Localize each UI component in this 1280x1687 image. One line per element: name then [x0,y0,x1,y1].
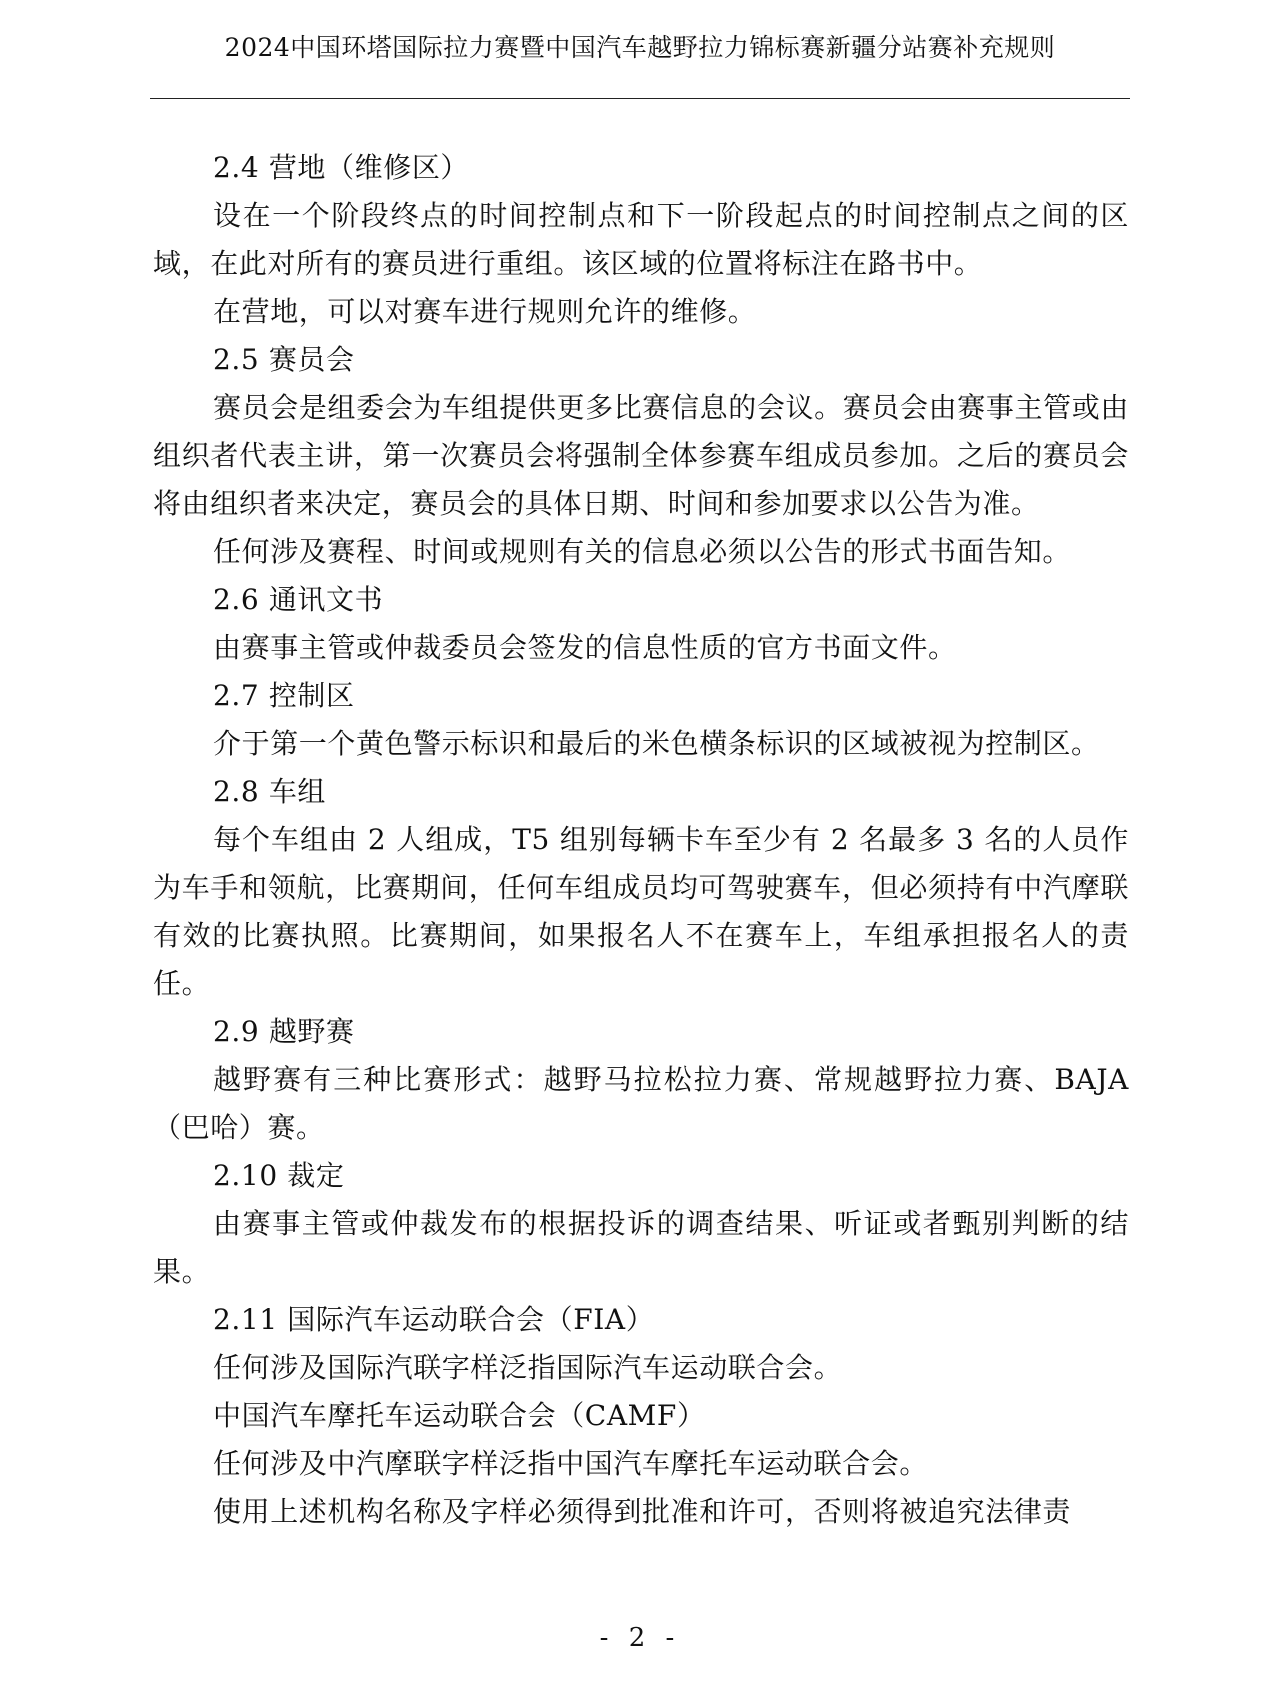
paragraph: 设在一个阶段终点的时间控制点和下一阶段起点的时间控制点之间的区域，在此对所有的赛员进行重组。该区域的位置将标注在路书中。 [153,199,1129,280]
paragraph: 介于第一个黄色警示标识和最后的米色横条标识的区域被视为控制区。 [213,727,1100,760]
section-heading-2-5: 2.5 赛员会 [213,343,355,376]
section-heading-2-7: 2.7 控制区 [213,679,355,712]
header-divider [150,98,1130,99]
paragraph: 由赛事主管或仲裁委员会签发的信息性质的官方书面文件。 [213,631,957,664]
page-number: - 2 - [599,1623,681,1653]
subheading-camf: 中国汽车摩托车运动联合会（CAMF） [213,1399,706,1432]
section-heading-2-11: 2.11 国际汽车运动联合会（FIA） [213,1303,655,1336]
paragraph: 每个车组由 2 人组成，T5 组别每辆卡车至少有 2 名最多 3 名的人员作为车手和领航，比赛期间，任何车组成员均可驾驶赛车，但必须持有中汽摩联有效的比赛执照。比赛期间，如果报名人不在赛车上，车组承担报名人的责任。 [153,823,1129,1000]
paragraph: 任何涉及国际汽联字样泛指国际汽车运动联合会。 [213,1351,843,1384]
paragraph: 任何涉及中汽摩联字样泛指中国汽车摩托车运动联合会。 [213,1447,929,1480]
section-heading-2-10: 2.10 裁定 [213,1159,345,1192]
section-heading-2-8: 2.8 车组 [213,775,327,808]
section-heading-2-9: 2.9 越野赛 [213,1015,355,1048]
paragraph: 任何涉及赛程、时间或规则有关的信息必须以公告的形式书面告知。 [213,535,1072,568]
paragraph: 赛员会是组委会为车组提供更多比赛信息的会议。赛员会由赛事主管或由组织者代表主讲，第一次赛员会将强制全体参赛车组成员参加。之后的赛员会将由组织者来决定，赛员会的具体日期、时间和参加要求以公告为准。 [153,391,1129,520]
document-body [153,144,1129,1536]
section-heading-2-6: 2.6 通讯文书 [213,583,384,616]
section-heading-2-4: 2.4 营地（维修区） [213,151,470,184]
paragraph: 使用上述机构名称及字样必须得到批准和许可，否则将被追究法律责 [213,1495,1072,1528]
document-header: 2024中国环塔国际拉力赛暨中国汽车越野拉力锦标赛新疆分站赛补充规则 [224,33,1056,62]
paragraph: 在营地，可以对赛车进行规则允许的维修。 [213,295,757,328]
paragraph: 越野赛有三种比赛形式：越野马拉松拉力赛、常规越野拉力赛、BAJA（巴哈）赛。 [153,1063,1129,1144]
paragraph: 由赛事主管或仲裁发布的根据投诉的调查结果、听证或者甄别判断的结果。 [153,1207,1129,1288]
